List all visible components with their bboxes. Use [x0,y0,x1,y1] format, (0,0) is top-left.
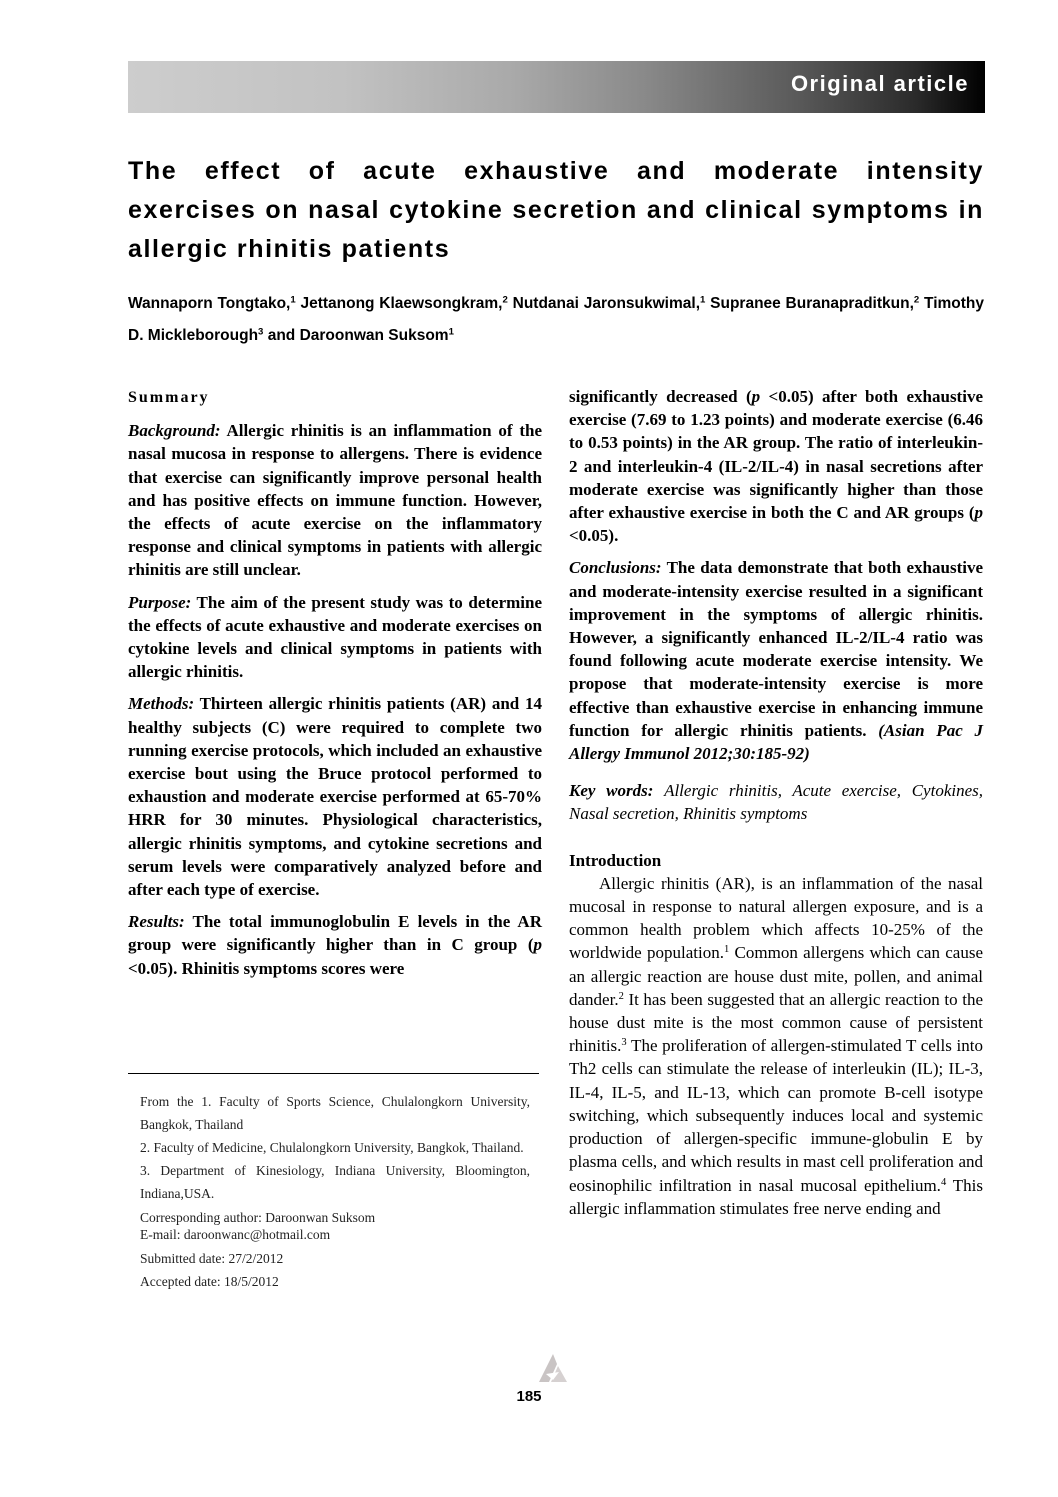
footnote-divider [128,1073,539,1074]
reference-marker[interactable]: 2 [618,991,624,1003]
summary-methods [128,692,542,901]
author: Supranee Buranapraditkun,$^2$ [710,294,920,312]
reference-marker[interactable]: 4 [940,1176,947,1188]
conclusions-label: Conclusions: [569,558,662,578]
affiliation-ref: 2 [502,294,508,306]
intro-text: This allergic inflammation stimulates free nerve ending and [569,1175,983,1218]
results-text: <0.05). [569,526,619,546]
keywords-label: Key words: [569,781,654,801]
author-connector: and [267,327,296,344]
journal-logo-icon [533,1352,569,1386]
article-type-banner [128,61,985,113]
methods-text: Thirteen allergic rhinitis patients (AR) and 14 healthy subjects (C) were required to complete two running exercise protocols, which included an exhaustive exercise bout using the Bruce protocol performed to exhaustion and moderate exercise performed at 65-70% HRR for 30 minutes. Physiological characteristics, allergic rhinitis symptoms, and cytokine secretions and serum levels were comparatively analyzed before and after each type of exercise. [128,694,542,900]
reference-marker[interactable]: 1 [723,944,730,956]
submitted-date: Submitted date: 27/2/2012 [140,1251,284,1266]
affiliation-2: 2. Faculty of Medicine, Chulalongkorn University, Bangkok, Thailand. [140,1140,524,1155]
conclusions-text: The data demonstrate that both exhaustive and moderate-intensity exercise resulted in a significant improvement in the symptoms of allergic rhinitis. However, a significantly enhanced IL-2/IL-4 ratio was found following acute moderate exercise intensity. We propose that moderate-intensity exercise is more effective than exhaustive exercise in enhancing immune function for allergic rhinitis patients. [569,558,983,740]
affiliation-3: 3. Department of Kinesiology, Indiana University, Bloomington, Indiana,USA. [140,1163,530,1201]
summary-results-continued [569,385,983,547]
corresponding-author: Corresponding author: Daroonwan Suksom [140,1210,376,1225]
results-text: The total immunoglobulin E levels in the AR group were significantly higher than in C group ( [128,912,542,955]
background-label: Background: [128,421,221,441]
p-value-symbol: p [974,503,983,523]
affiliation-ref: 1 [290,294,296,306]
intro-text: Common allergens which can cause an allergic reaction are house dust mite, pollen, and animal dander. [569,943,983,1009]
summary-column [128,386,542,980]
summary-background [128,419,542,581]
author: Daroonwan Suksom$^1$ [299,326,454,344]
author: Nutdanai Jaronsukwimal,$^1$ [512,294,706,312]
results-text: <0.05) after both exhaustive exercise (7.69 to 1.23 points) and moderate exercise (6.46 to 0.53 points) in the AR group. The ratio of interleukin-2 and interleukin-4 (IL-2/IL-4) in nasal secretions after moderate exercise was significantly higher than those after exhaustive exercise in both the C and AR groups ( [569,387,983,523]
page-number: 185 [516,1388,542,1405]
article-title: The effect of acute exhaustive and moderate intensity exercises on nasal cytokine secretion and clinical symptoms in allergic rhinitis patients [128,157,984,263]
corresponding-email[interactable]: E-mail: daroonwanc@hotmail.com [140,1227,331,1242]
background-text: Allergic rhinitis is an inflammation of the nasal mucosa in response to allergens. There is evidence that exercise can significantly improve personal health and has positive effects on immune function. However, the effects of acute exercise on the inflammatory response and clinical symptoms in patients with allergic rhinitis are still unclear. [128,421,543,580]
p-value-symbol: p [751,387,761,406]
purpose-label: Purpose: [128,592,192,612]
author: Wannaporn Tongtako,$^1$ [128,294,296,312]
keywords [569,779,983,825]
intro-text: It has been suggested that an allergic reaction to the house dust mite is the most common cause of persistent rhinitis. [569,989,983,1056]
intro-text: Allergic rhinitis (AR), is an inflammation of the nasal mucosal in response to natural allergen exposure, and is a common health problem which affects 10-25% of the worldwide population. [569,873,983,963]
affiliation-ref: 1 [700,294,706,306]
purpose-text: The aim of the present study was to determine the effects of acute exhaustive and moderate exercises on cytokine levels and clinical symptoms in patients with allergic rhinitis. [128,592,542,682]
affiliations-footnote [140,1090,530,1293]
results-text: <0.05). Rhinitis symptoms scores were [128,958,405,978]
results-text: significantly decreased ( [569,387,752,406]
right-column [569,385,983,1220]
results-label: Results: [128,912,185,932]
article-type-label: Original article [790,71,969,96]
affiliation-1: From the 1. Faculty of Sports Science, Chulalongkorn University, Bangkok, Thailand [140,1094,530,1132]
affiliation-ref: 2 [913,294,920,306]
intro-text: The proliferation of allergen-stimulated T cells into Th2 cells can stimulate the release of interleukin (IL); IL-3, IL-4, IL-5, and IL-13, which can promote B-cell isotype switching, which subsequently induces local and systemic production of allergen-specific immune-globulin E by plasma cells, and which results in mast cell proliferation and eosinophilic infiltration in nasal mucosal epithelium. [569,1036,983,1195]
author: Jettanong Klaewsongkram,$^2$ [300,294,508,312]
journal-citation: (Asian Pac J Allergy Immunol 2012;30:185-92) [569,720,983,764]
affiliation-ref: 1 [448,326,454,338]
summary-heading: Summary [128,389,210,406]
summary-conclusions [569,556,983,765]
p-value-symbol: p [533,935,542,955]
introduction-paragraph [569,872,983,1220]
introduction-heading: Introduction [569,850,662,870]
summary-results-start [128,910,542,980]
author-list [128,288,984,352]
accepted-date: Accepted date: 18/5/2012 [140,1274,279,1289]
methods-label: Methods: [128,694,195,714]
keywords-text: Allergic rhinitis, Acute exercise, Cytokines, Nasal secretion, Rhinitis symptoms [569,781,983,824]
reference-marker[interactable]: 3 [621,1037,627,1049]
summary-purpose [128,591,542,684]
author: Timothy D. Mickleborough$^3$ [128,295,984,344]
affiliation-ref: 3 [258,326,264,338]
